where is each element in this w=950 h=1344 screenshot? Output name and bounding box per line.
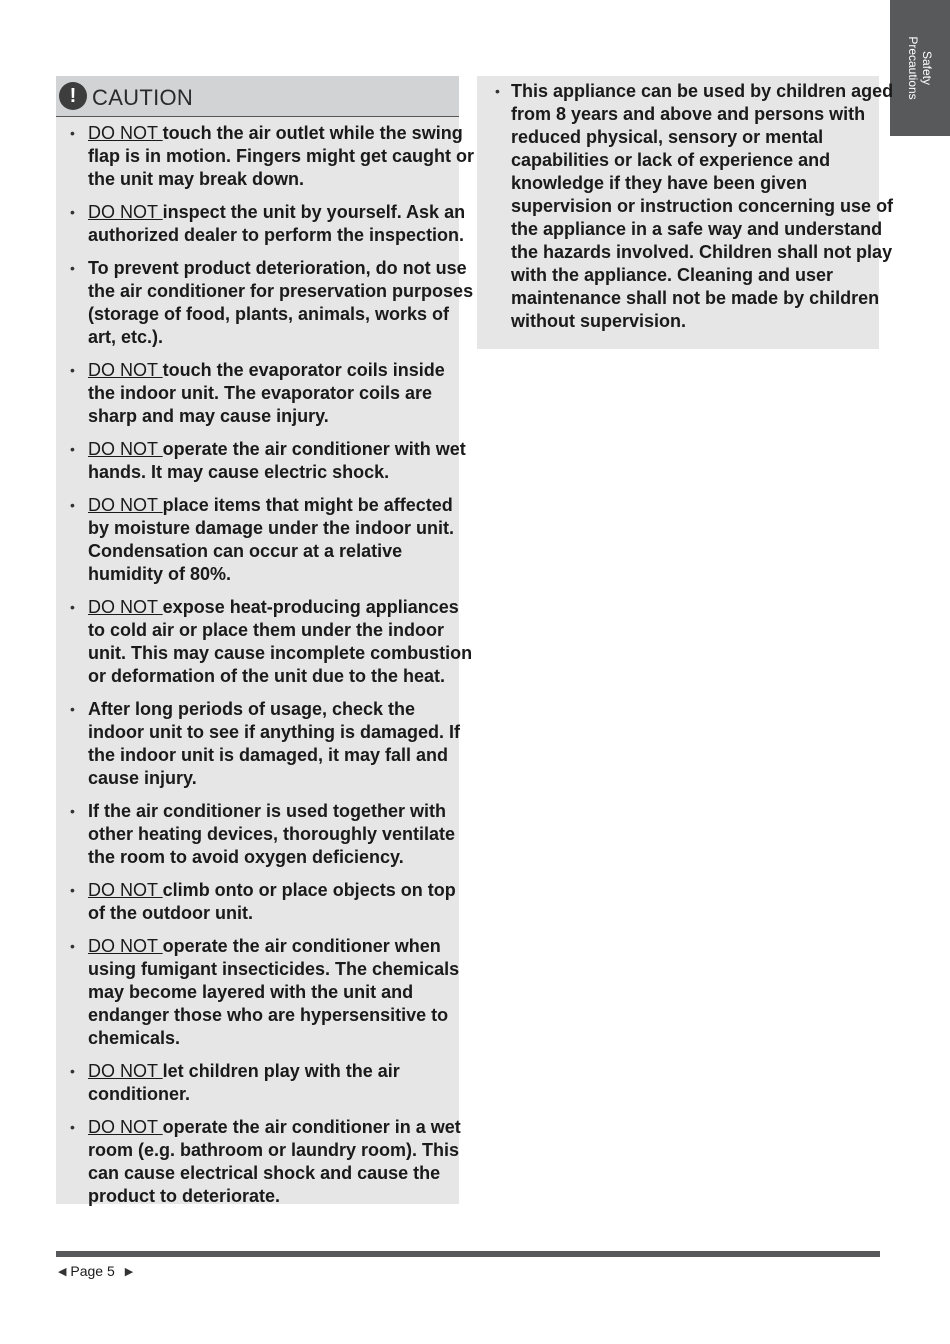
bullet-text: expose heat-producing appliances to cold air or place them under the indoor unit. This may cause incomplete combustion or deformation of the unit due to the heat.	[88, 597, 473, 686]
exclamation-icon: !	[59, 82, 87, 110]
caution-list	[56, 122, 474, 1218]
caution-header	[56, 76, 459, 117]
section-tab-line1: Safety	[920, 50, 934, 86]
bullet-text: operate the air conditioner in a wet room (e.g. bathroom or laundry room). This can cause electrical shock and cause the product to deteriorate.	[88, 1117, 461, 1206]
children-notice-panel	[477, 76, 894, 349]
bullet-item	[56, 800, 474, 869]
bullet-item	[56, 1116, 474, 1208]
footer-divider	[56, 1251, 880, 1257]
bullet-item	[56, 596, 474, 688]
bullet-text: To prevent product deterioration, do not use the air conditioner for preservation purposes (storage of food, plants, animals, works of art, etc.).	[88, 258, 474, 347]
bullet-item	[56, 359, 474, 428]
bullet-text: operate the air conditioner when using fumigant insecticides. The chemicals may become layered with the unit and endanger those who are hypersensitive to chemicals.	[88, 936, 460, 1048]
do-not-prefix: DO NOT	[88, 1061, 163, 1081]
bullet-item	[56, 122, 474, 191]
children-notice-list	[477, 80, 897, 343]
bullet-text: operate the air conditioner with wet hands. It may cause electric shock.	[88, 439, 466, 482]
do-not-prefix: DO NOT	[88, 880, 163, 900]
bullet-text: After long periods of usage, check the indoor unit to see if anything is damaged. If the indoor unit is damaged, it may fall and cause injury.	[88, 699, 461, 788]
bullet-text: place items that might be affected by moisture damage under the indoor unit. Condensation can occur at a relative humidity of 80%.	[88, 495, 455, 584]
do-not-prefix: DO NOT	[88, 495, 163, 515]
bullet-item	[56, 201, 474, 247]
bullet-text: touch the evaporator coils inside the indoor unit. The evaporator coils are sharp and may cause injury.	[88, 360, 445, 426]
section-tab	[890, 0, 950, 136]
do-not-prefix: DO NOT	[88, 123, 163, 143]
bullet-item	[56, 494, 474, 586]
section-tab-label	[906, 36, 934, 99]
bullet-item	[56, 257, 474, 349]
bullet-text: This appliance can be used by children aged from 8 years and above and persons with reduced physical, sensory or mental capabilities or lack of experience and knowledge if they have been given supervision or instruction concerning use of the appliance in a safe way and understand the hazards involved. Children shall not play with the appliance. Cleaning and user maintenance shall not be made by children without supervision.	[511, 81, 894, 331]
bullet-item	[56, 1060, 474, 1106]
do-not-prefix: DO NOT	[88, 936, 163, 956]
bullet-item	[56, 438, 474, 484]
do-not-prefix: DO NOT	[88, 439, 163, 459]
do-not-prefix: DO NOT	[88, 1117, 163, 1137]
bullet-item	[56, 935, 474, 1050]
section-tab-line2: Precautions	[906, 36, 920, 100]
do-not-prefix: DO NOT	[88, 202, 163, 222]
bullet-text: let children play with the air conditioner.	[88, 1061, 400, 1104]
bullet-item	[56, 879, 474, 925]
do-not-prefix: DO NOT	[88, 597, 163, 617]
bullet-text: inspect the unit by yourself. Ask an authorized dealer to perform the inspection.	[88, 202, 466, 245]
page-footer	[58, 1262, 133, 1281]
previous-page-arrow-icon[interactable]: ◀	[58, 1266, 67, 1278]
page-number: Page 5	[70, 1263, 115, 1279]
caution-panel	[56, 76, 475, 1206]
bullet-item	[477, 80, 897, 333]
do-not-prefix: DO NOT	[88, 360, 163, 380]
bullet-text: climb onto or place objects on top of the outdoor unit.	[88, 880, 456, 923]
next-page-arrow-icon[interactable]: ▶	[118, 1266, 134, 1278]
bullet-text: touch the air outlet while the swing flap is in motion. Fingers might get caught or the unit may break down.	[88, 123, 475, 189]
caution-title: CAUTION	[92, 85, 194, 110]
bullet-item	[56, 698, 474, 790]
bullet-text: If the air conditioner is used together with other heating devices, thoroughly ventilate the room to avoid oxygen deficiency.	[88, 801, 456, 867]
